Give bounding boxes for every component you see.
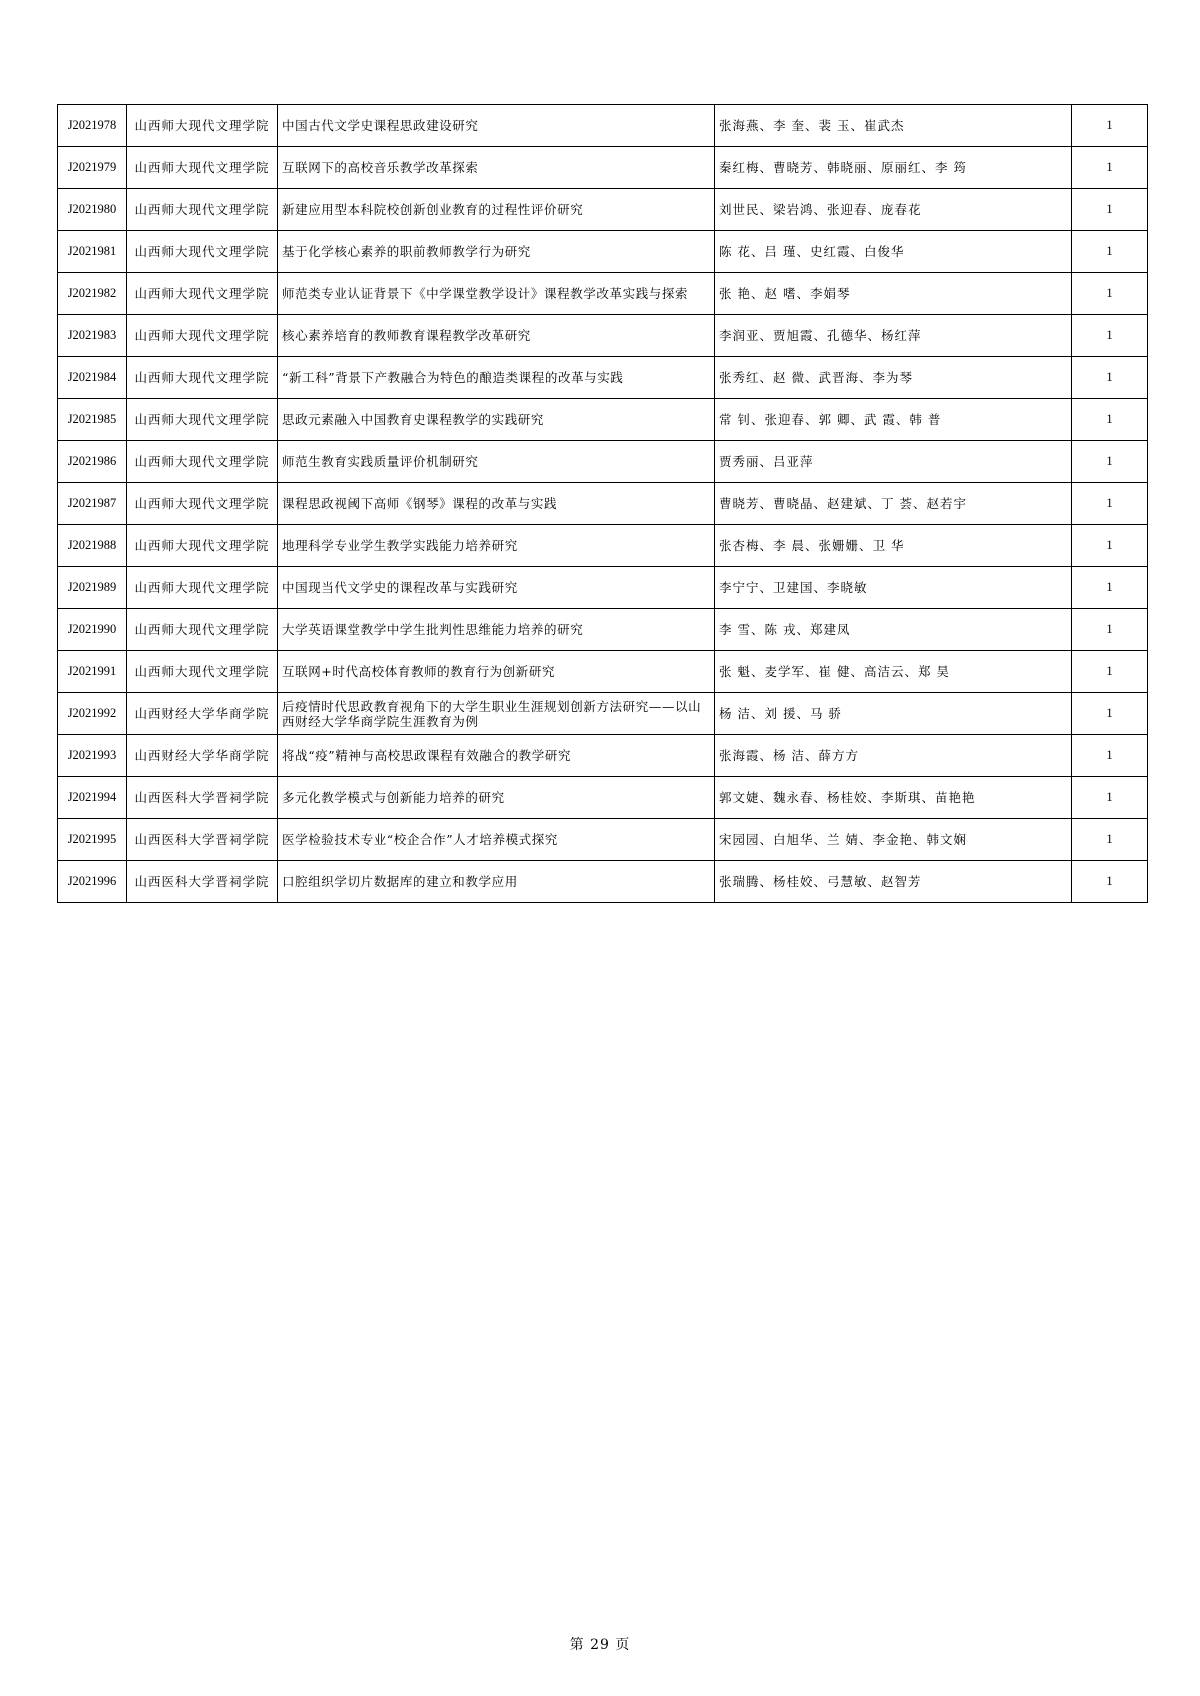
project-id-cell: J2021996 xyxy=(58,861,127,903)
members-cell: 杨 洁、刘 援、马 骄 xyxy=(715,693,1072,735)
members-cell: 陈 花、吕 瑾、史红霞、白俊华 xyxy=(715,231,1072,273)
count-cell: 1 xyxy=(1072,147,1148,189)
count-cell: 1 xyxy=(1072,609,1148,651)
count-cell: 1 xyxy=(1072,357,1148,399)
table-row xyxy=(58,567,1148,609)
project-title-cell: 核心素养培育的教师教育课程教学改革研究 xyxy=(278,315,715,357)
members-cell: 常 钊、张迎春、郭 卿、武 霞、韩 普 xyxy=(715,399,1072,441)
project-id-cell: J2021992 xyxy=(58,693,127,735)
project-id-cell: J2021979 xyxy=(58,147,127,189)
members-cell: 李润亚、贾旭霞、孔德华、杨红萍 xyxy=(715,315,1072,357)
school-cell: 山西师大现代文理学院 xyxy=(127,609,278,651)
count-cell: 1 xyxy=(1072,231,1148,273)
table-row xyxy=(58,147,1148,189)
project-id-cell: J2021987 xyxy=(58,483,127,525)
project-id-cell: J2021978 xyxy=(58,105,127,147)
members-cell: 曹晓芳、曹晓晶、赵建斌、丁 荟、赵若宇 xyxy=(715,483,1072,525)
project-title-cell: 后疫情时代思政教育视角下的大学生职业生涯规划创新方法研究——以山西财经大学华商学院生涯教育为例 xyxy=(278,693,715,735)
school-cell: 山西师大现代文理学院 xyxy=(127,189,278,231)
school-cell: 山西师大现代文理学院 xyxy=(127,651,278,693)
project-id-cell: J2021981 xyxy=(58,231,127,273)
count-cell: 1 xyxy=(1072,483,1148,525)
count-cell: 1 xyxy=(1072,315,1148,357)
members-cell: 张海燕、李 奎、裴 玉、崔武杰 xyxy=(715,105,1072,147)
school-cell: 山西财经大学华商学院 xyxy=(127,693,278,735)
count-cell: 1 xyxy=(1072,273,1148,315)
table-row xyxy=(58,735,1148,777)
project-title-cell: “新工科”背景下产教融合为特色的酿造类课程的改革与实践 xyxy=(278,357,715,399)
project-title-cell: 中国古代文学史课程思政建设研究 xyxy=(278,105,715,147)
count-cell: 1 xyxy=(1072,777,1148,819)
count-cell: 1 xyxy=(1072,105,1148,147)
project-title-cell: 课程思政视阈下高师《钢琴》课程的改革与实践 xyxy=(278,483,715,525)
count-cell: 1 xyxy=(1072,735,1148,777)
project-id-cell: J2021989 xyxy=(58,567,127,609)
table-row xyxy=(58,357,1148,399)
school-cell: 山西师大现代文理学院 xyxy=(127,231,278,273)
school-cell: 山西医科大学晋祠学院 xyxy=(127,861,278,903)
project-title-cell: 将战“疫”精神与高校思政课程有效融合的教学研究 xyxy=(278,735,715,777)
school-cell: 山西师大现代文理学院 xyxy=(127,525,278,567)
project-table xyxy=(57,104,1148,903)
school-cell: 山西师大现代文理学院 xyxy=(127,483,278,525)
project-id-cell: J2021986 xyxy=(58,441,127,483)
table-row xyxy=(58,273,1148,315)
members-cell: 张 艳、赵 嗜、李娟琴 xyxy=(715,273,1072,315)
members-cell: 张 魁、麦学军、崔 健、高洁云、郑 昊 xyxy=(715,651,1072,693)
project-id-cell: J2021985 xyxy=(58,399,127,441)
school-cell: 山西师大现代文理学院 xyxy=(127,567,278,609)
table-row xyxy=(58,441,1148,483)
school-cell: 山西师大现代文理学院 xyxy=(127,273,278,315)
project-id-cell: J2021980 xyxy=(58,189,127,231)
project-title-cell: 基于化学核心素养的职前教师教学行为研究 xyxy=(278,231,715,273)
table-row xyxy=(58,231,1148,273)
project-title-cell: 医学检验技术专业“校企合作”人才培养模式探究 xyxy=(278,819,715,861)
project-title-cell: 师范生教育实践质量评价机制研究 xyxy=(278,441,715,483)
members-cell: 李宁宁、卫建国、李晓敏 xyxy=(715,567,1072,609)
members-cell: 张瑞腾、杨桂姣、弓慧敏、赵智芳 xyxy=(715,861,1072,903)
school-cell: 山西师大现代文理学院 xyxy=(127,315,278,357)
project-title-cell: 大学英语课堂教学中学生批判性思维能力培养的研究 xyxy=(278,609,715,651)
project-title-cell: 口腔组织学切片数据库的建立和教学应用 xyxy=(278,861,715,903)
project-id-cell: J2021982 xyxy=(58,273,127,315)
project-title-cell: 中国现当代文学史的课程改革与实践研究 xyxy=(278,567,715,609)
count-cell: 1 xyxy=(1072,525,1148,567)
school-cell: 山西师大现代文理学院 xyxy=(127,357,278,399)
school-cell: 山西师大现代文理学院 xyxy=(127,399,278,441)
members-cell: 刘世民、梁岩鸿、张迎春、庞春花 xyxy=(715,189,1072,231)
project-title-cell: 思政元素融入中国教育史课程教学的实践研究 xyxy=(278,399,715,441)
project-id-cell: J2021994 xyxy=(58,777,127,819)
school-cell: 山西师大现代文理学院 xyxy=(127,105,278,147)
project-title-cell: 互联网+时代高校体育教师的教育行为创新研究 xyxy=(278,651,715,693)
project-id-cell: J2021990 xyxy=(58,609,127,651)
count-cell: 1 xyxy=(1072,567,1148,609)
table-row xyxy=(58,819,1148,861)
members-cell: 贾秀丽、吕亚萍 xyxy=(715,441,1072,483)
table-row xyxy=(58,651,1148,693)
school-cell: 山西师大现代文理学院 xyxy=(127,147,278,189)
project-id-cell: J2021988 xyxy=(58,525,127,567)
table-row xyxy=(58,315,1148,357)
project-title-cell: 互联网下的高校音乐教学改革探索 xyxy=(278,147,715,189)
school-cell: 山西医科大学晋祠学院 xyxy=(127,777,278,819)
project-id-cell: J2021993 xyxy=(58,735,127,777)
table-row xyxy=(58,861,1148,903)
project-title-cell: 师范类专业认证背景下《中学课堂教学设计》课程教学改革实践与探索 xyxy=(278,273,715,315)
members-cell: 郭文婕、魏永春、杨桂姣、李斯琪、苗艳艳 xyxy=(715,777,1072,819)
count-cell: 1 xyxy=(1072,861,1148,903)
count-cell: 1 xyxy=(1072,651,1148,693)
table-row xyxy=(58,693,1148,735)
members-cell: 张海霞、杨 洁、薛方方 xyxy=(715,735,1072,777)
table-row xyxy=(58,777,1148,819)
project-id-cell: J2021984 xyxy=(58,357,127,399)
members-cell: 张秀红、赵 微、武晋海、李为琴 xyxy=(715,357,1072,399)
page-number: 第 29 页 xyxy=(569,1637,631,1653)
table-body xyxy=(58,105,1148,903)
project-title-cell: 新建应用型本科院校创新创业教育的过程性评价研究 xyxy=(278,189,715,231)
count-cell: 1 xyxy=(1072,819,1148,861)
members-cell: 张杏梅、李 晨、张姗姗、卫 华 xyxy=(715,525,1072,567)
school-cell: 山西师大现代文理学院 xyxy=(127,441,278,483)
members-cell: 宋园园、白旭华、兰 婧、李金艳、韩文娴 xyxy=(715,819,1072,861)
project-title-cell: 地理科学专业学生教学实践能力培养研究 xyxy=(278,525,715,567)
school-cell: 山西财经大学华商学院 xyxy=(127,735,278,777)
project-id-cell: J2021995 xyxy=(58,819,127,861)
table-row xyxy=(58,105,1148,147)
members-cell: 李 雪、陈 戎、郑建凤 xyxy=(715,609,1072,651)
count-cell: 1 xyxy=(1072,441,1148,483)
count-cell: 1 xyxy=(1072,399,1148,441)
project-id-cell: J2021991 xyxy=(58,651,127,693)
members-cell: 秦红梅、曹晓芳、韩晓丽、原丽红、李 筠 xyxy=(715,147,1072,189)
count-cell: 1 xyxy=(1072,693,1148,735)
table-row xyxy=(58,525,1148,567)
school-cell: 山西医科大学晋祠学院 xyxy=(127,819,278,861)
table-row xyxy=(58,483,1148,525)
table-row xyxy=(58,609,1148,651)
count-cell: 1 xyxy=(1072,189,1148,231)
table-row xyxy=(58,399,1148,441)
project-id-cell: J2021983 xyxy=(58,315,127,357)
table-row xyxy=(58,189,1148,231)
project-title-cell: 多元化教学模式与创新能力培养的研究 xyxy=(278,777,715,819)
